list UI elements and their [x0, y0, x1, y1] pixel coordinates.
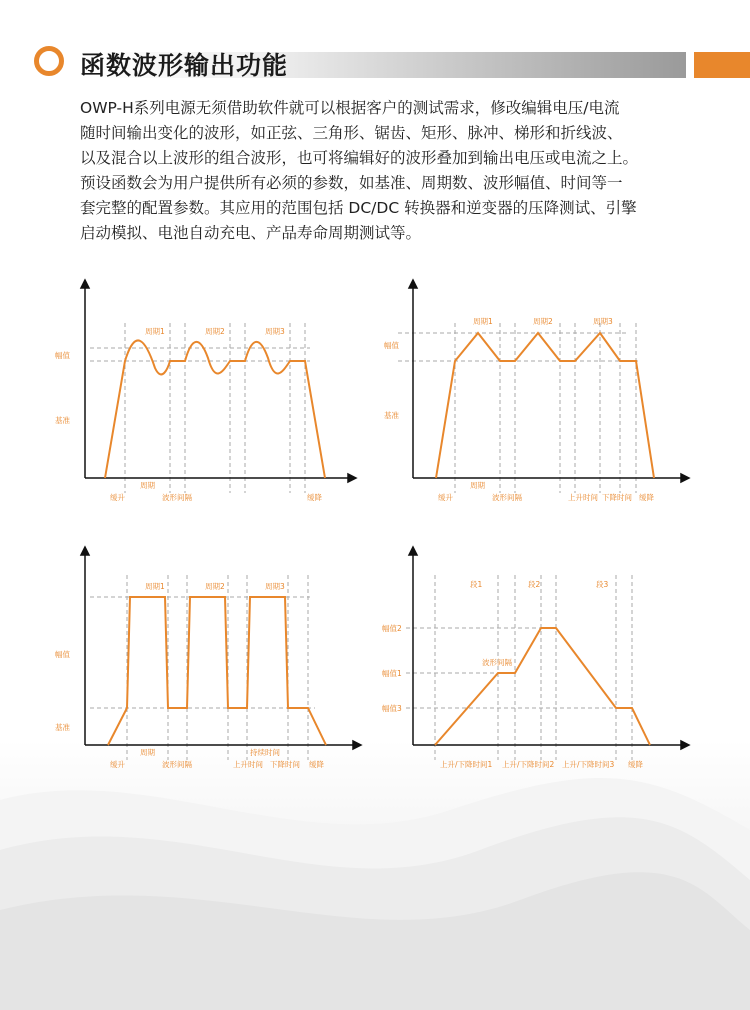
label-rf1: 上升/下降时间1 — [440, 760, 493, 769]
label-amp2: 幅值2 — [382, 624, 402, 633]
label-interval: 波形间隔 — [162, 760, 192, 769]
label-interval: 波形间隔 — [482, 658, 512, 667]
segment-waveform — [435, 628, 650, 745]
sine-wave-diagram — [50, 278, 370, 508]
label-amplitude: 幅值 — [55, 650, 70, 659]
label-period3: 周期3 — [593, 317, 613, 326]
label-period3: 周期3 — [265, 582, 285, 591]
label-period1: 周期1 — [145, 327, 165, 336]
description-line: 套完整的配置参数。其应用的范围包括 DC/DC 转换器和逆变器的压降测试、引擎 — [80, 199, 637, 217]
sine-waveform — [105, 340, 325, 478]
label-period: 周期 — [140, 481, 155, 490]
label-baseline: 基准 — [384, 411, 399, 420]
label-period2: 周期2 — [533, 317, 553, 326]
label-rf3: 上升/下降时间3 — [562, 760, 615, 769]
square-wave-diagram — [50, 545, 370, 775]
label-hold-time: 持续时间 — [250, 748, 280, 757]
label-period3: 周期3 — [265, 327, 285, 336]
label-period2: 周期2 — [205, 582, 225, 591]
segment-wave-diagram — [378, 545, 698, 775]
description-text — [80, 96, 700, 246]
label-fall-time: 下降时间 — [270, 760, 300, 769]
label-baseline: 基准 — [55, 723, 70, 732]
label-baseline: 基准 — [55, 416, 70, 425]
label-seg1: 段1 — [470, 580, 483, 589]
label-rise-time: 上升时间 — [568, 493, 598, 502]
label-rise: 缓升 — [438, 493, 453, 502]
label-amp3: 幅值3 — [382, 704, 402, 713]
label-rf2: 上升/下降时间2 — [502, 760, 555, 769]
ring-icon — [34, 46, 64, 76]
triangle-waveform — [436, 333, 654, 478]
background-wave-decoration — [0, 740, 750, 1010]
label-interval: 波形间隔 — [162, 493, 192, 502]
label-seg3: 段3 — [596, 580, 609, 589]
label-rise: 缓升 — [110, 760, 125, 769]
label-seg2: 段2 — [528, 580, 541, 589]
label-interval: 波形间隔 — [492, 493, 522, 502]
description-line: 预设函数会为用户提供所有必须的参数，如基准、周期数、波形幅值、时间等一 — [80, 174, 623, 192]
label-fall: 缓降 — [307, 493, 322, 502]
label-fall: 缓降 — [309, 760, 324, 769]
label-rise: 缓升 — [110, 493, 125, 502]
label-period: 周期 — [470, 481, 485, 490]
section-header — [0, 40, 750, 90]
page-title: 函数波形输出功能 — [80, 51, 289, 80]
label-amplitude: 幅值 — [55, 351, 70, 360]
label-fall-time: 下降时间 — [602, 493, 632, 502]
label-rise-time: 上升时间 — [233, 760, 263, 769]
description-line: 随时间输出变化的波形，如正弦、三角形、锯齿、矩形、脉冲、梯形和折线波、 — [80, 124, 623, 142]
label-period1: 周期1 — [145, 582, 165, 591]
label-amplitude: 幅值 — [384, 341, 399, 350]
description-line: 启动模拟、电池自动充电、产品寿命周期测试等。 — [80, 224, 422, 242]
triangle-wave-diagram — [378, 278, 698, 508]
label-period: 周期 — [140, 748, 155, 757]
description-line: OWP-H系列电源无须借助软件就可以根据客户的测试需求，修改编辑电压/电流 — [80, 99, 620, 117]
label-period2: 周期2 — [205, 327, 225, 336]
label-fall: 缓降 — [639, 493, 654, 502]
description-line: 以及混合以上波形的组合波形，也可将编辑好的波形叠加到输出电压或电流之上。 — [80, 149, 639, 167]
label-amp1: 幅值1 — [382, 669, 402, 678]
label-fall: 缓降 — [628, 760, 643, 769]
accent-block — [694, 52, 750, 78]
label-period1: 周期1 — [473, 317, 493, 326]
square-waveform — [108, 597, 326, 745]
